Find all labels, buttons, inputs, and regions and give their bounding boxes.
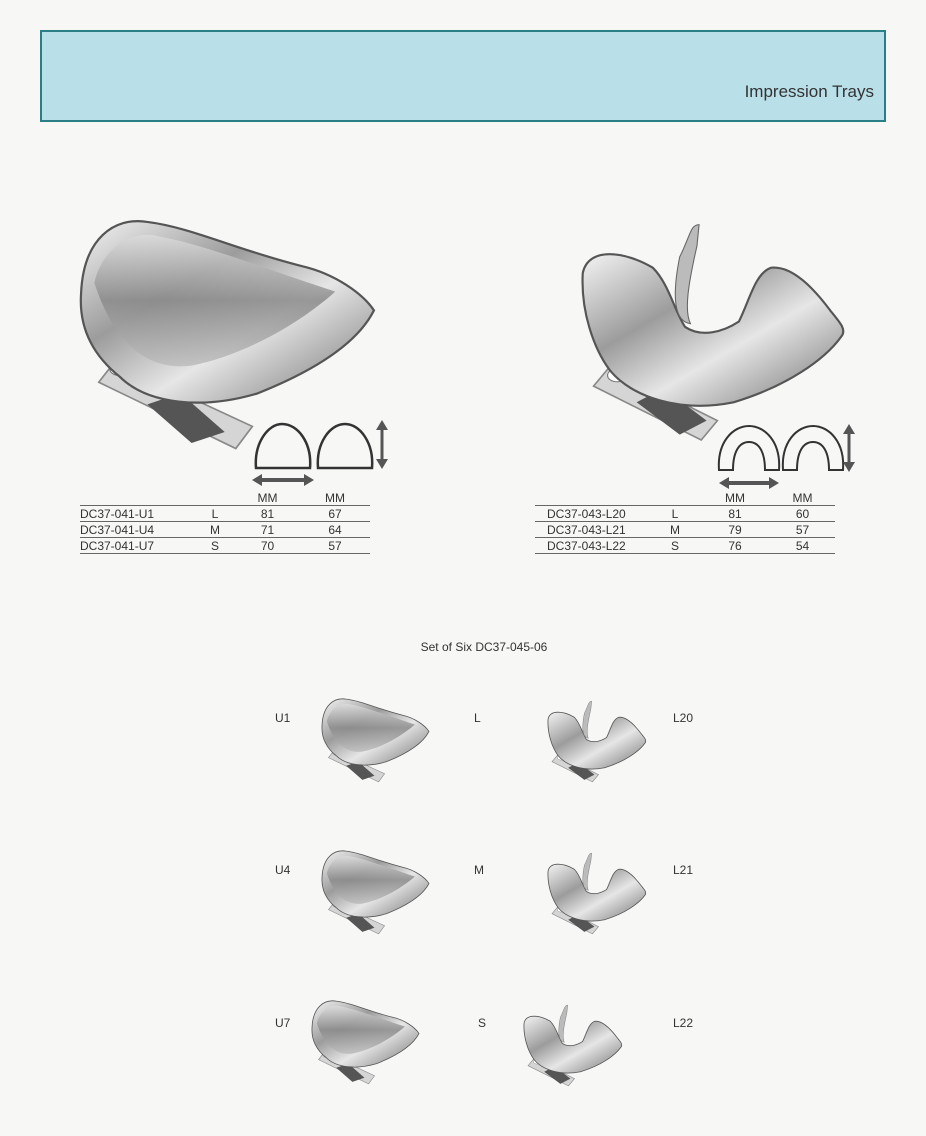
- column-header: MM: [257, 491, 278, 505]
- lower-tray-shape-icon: [715, 420, 855, 492]
- width-cell: 81: [235, 506, 300, 522]
- set-size-label: M: [474, 863, 484, 877]
- lower-tray-table: [535, 491, 835, 554]
- table-row: [80, 506, 370, 522]
- width-cell: 81: [700, 506, 770, 522]
- table-row: [535, 506, 835, 522]
- height-arrow-icon: [376, 420, 388, 469]
- height-cell: 57: [300, 538, 370, 554]
- set-lower-label: L21: [673, 863, 694, 877]
- width-arrow-icon: [252, 474, 314, 486]
- width-cell: 70: [235, 538, 300, 554]
- column-header: MM: [792, 491, 813, 505]
- size-cell: M: [650, 522, 700, 538]
- set-lower-tray-image: [520, 990, 625, 1103]
- column-header: MM: [725, 491, 745, 505]
- table-row: [535, 522, 835, 538]
- upper-tray-shape-icon: [250, 418, 390, 490]
- height-cell: 60: [770, 506, 835, 522]
- table-row: [80, 538, 370, 554]
- set-title: Set of Six DC37-045-06: [420, 640, 548, 654]
- size-cell: L: [195, 506, 235, 522]
- product-code: DC37-043-L20: [535, 506, 650, 522]
- set-lower-tray-image: [544, 686, 649, 799]
- size-cell: M: [195, 522, 235, 538]
- set-size-label: S: [478, 1016, 487, 1030]
- set-upper-label: U1: [275, 711, 291, 725]
- set-upper-tray-image: [308, 985, 423, 1102]
- header-band: [40, 30, 886, 122]
- product-code: DC37-043-L22: [535, 538, 650, 554]
- set-lower-tray-image: [544, 838, 649, 951]
- set-upper-label: U4: [275, 863, 291, 877]
- set-size-label: L: [474, 711, 481, 725]
- set-upper-label: U7: [275, 1016, 291, 1030]
- upper-tray-table: [80, 491, 370, 554]
- table-row: [535, 538, 835, 554]
- set-upper-tray-image: [318, 835, 433, 952]
- product-code: DC37-043-L21: [535, 522, 650, 538]
- width-cell: 71: [235, 522, 300, 538]
- set-lower-label: L22: [673, 1016, 694, 1030]
- product-code: DC37-041-U4: [80, 522, 195, 538]
- height-cell: 64: [300, 522, 370, 538]
- table-row: [80, 522, 370, 538]
- width-cell: 76: [700, 538, 770, 554]
- size-cell: S: [195, 538, 235, 554]
- set-lower-label: L20: [673, 711, 694, 725]
- size-cell: S: [650, 538, 700, 554]
- page-title: Impression Trays: [744, 82, 874, 101]
- column-header: MM: [325, 491, 345, 505]
- product-code: DC37-041-U7: [80, 538, 195, 554]
- width-cell: 79: [700, 522, 770, 538]
- set-upper-tray-image: [318, 683, 433, 800]
- height-arrow-icon: [843, 424, 855, 472]
- width-arrow-icon: [719, 477, 779, 489]
- size-cell: L: [650, 506, 700, 522]
- height-cell: 54: [770, 538, 835, 554]
- product-code: DC37-041-U1: [80, 506, 195, 522]
- height-cell: 67: [300, 506, 370, 522]
- height-cell: 57: [770, 522, 835, 538]
